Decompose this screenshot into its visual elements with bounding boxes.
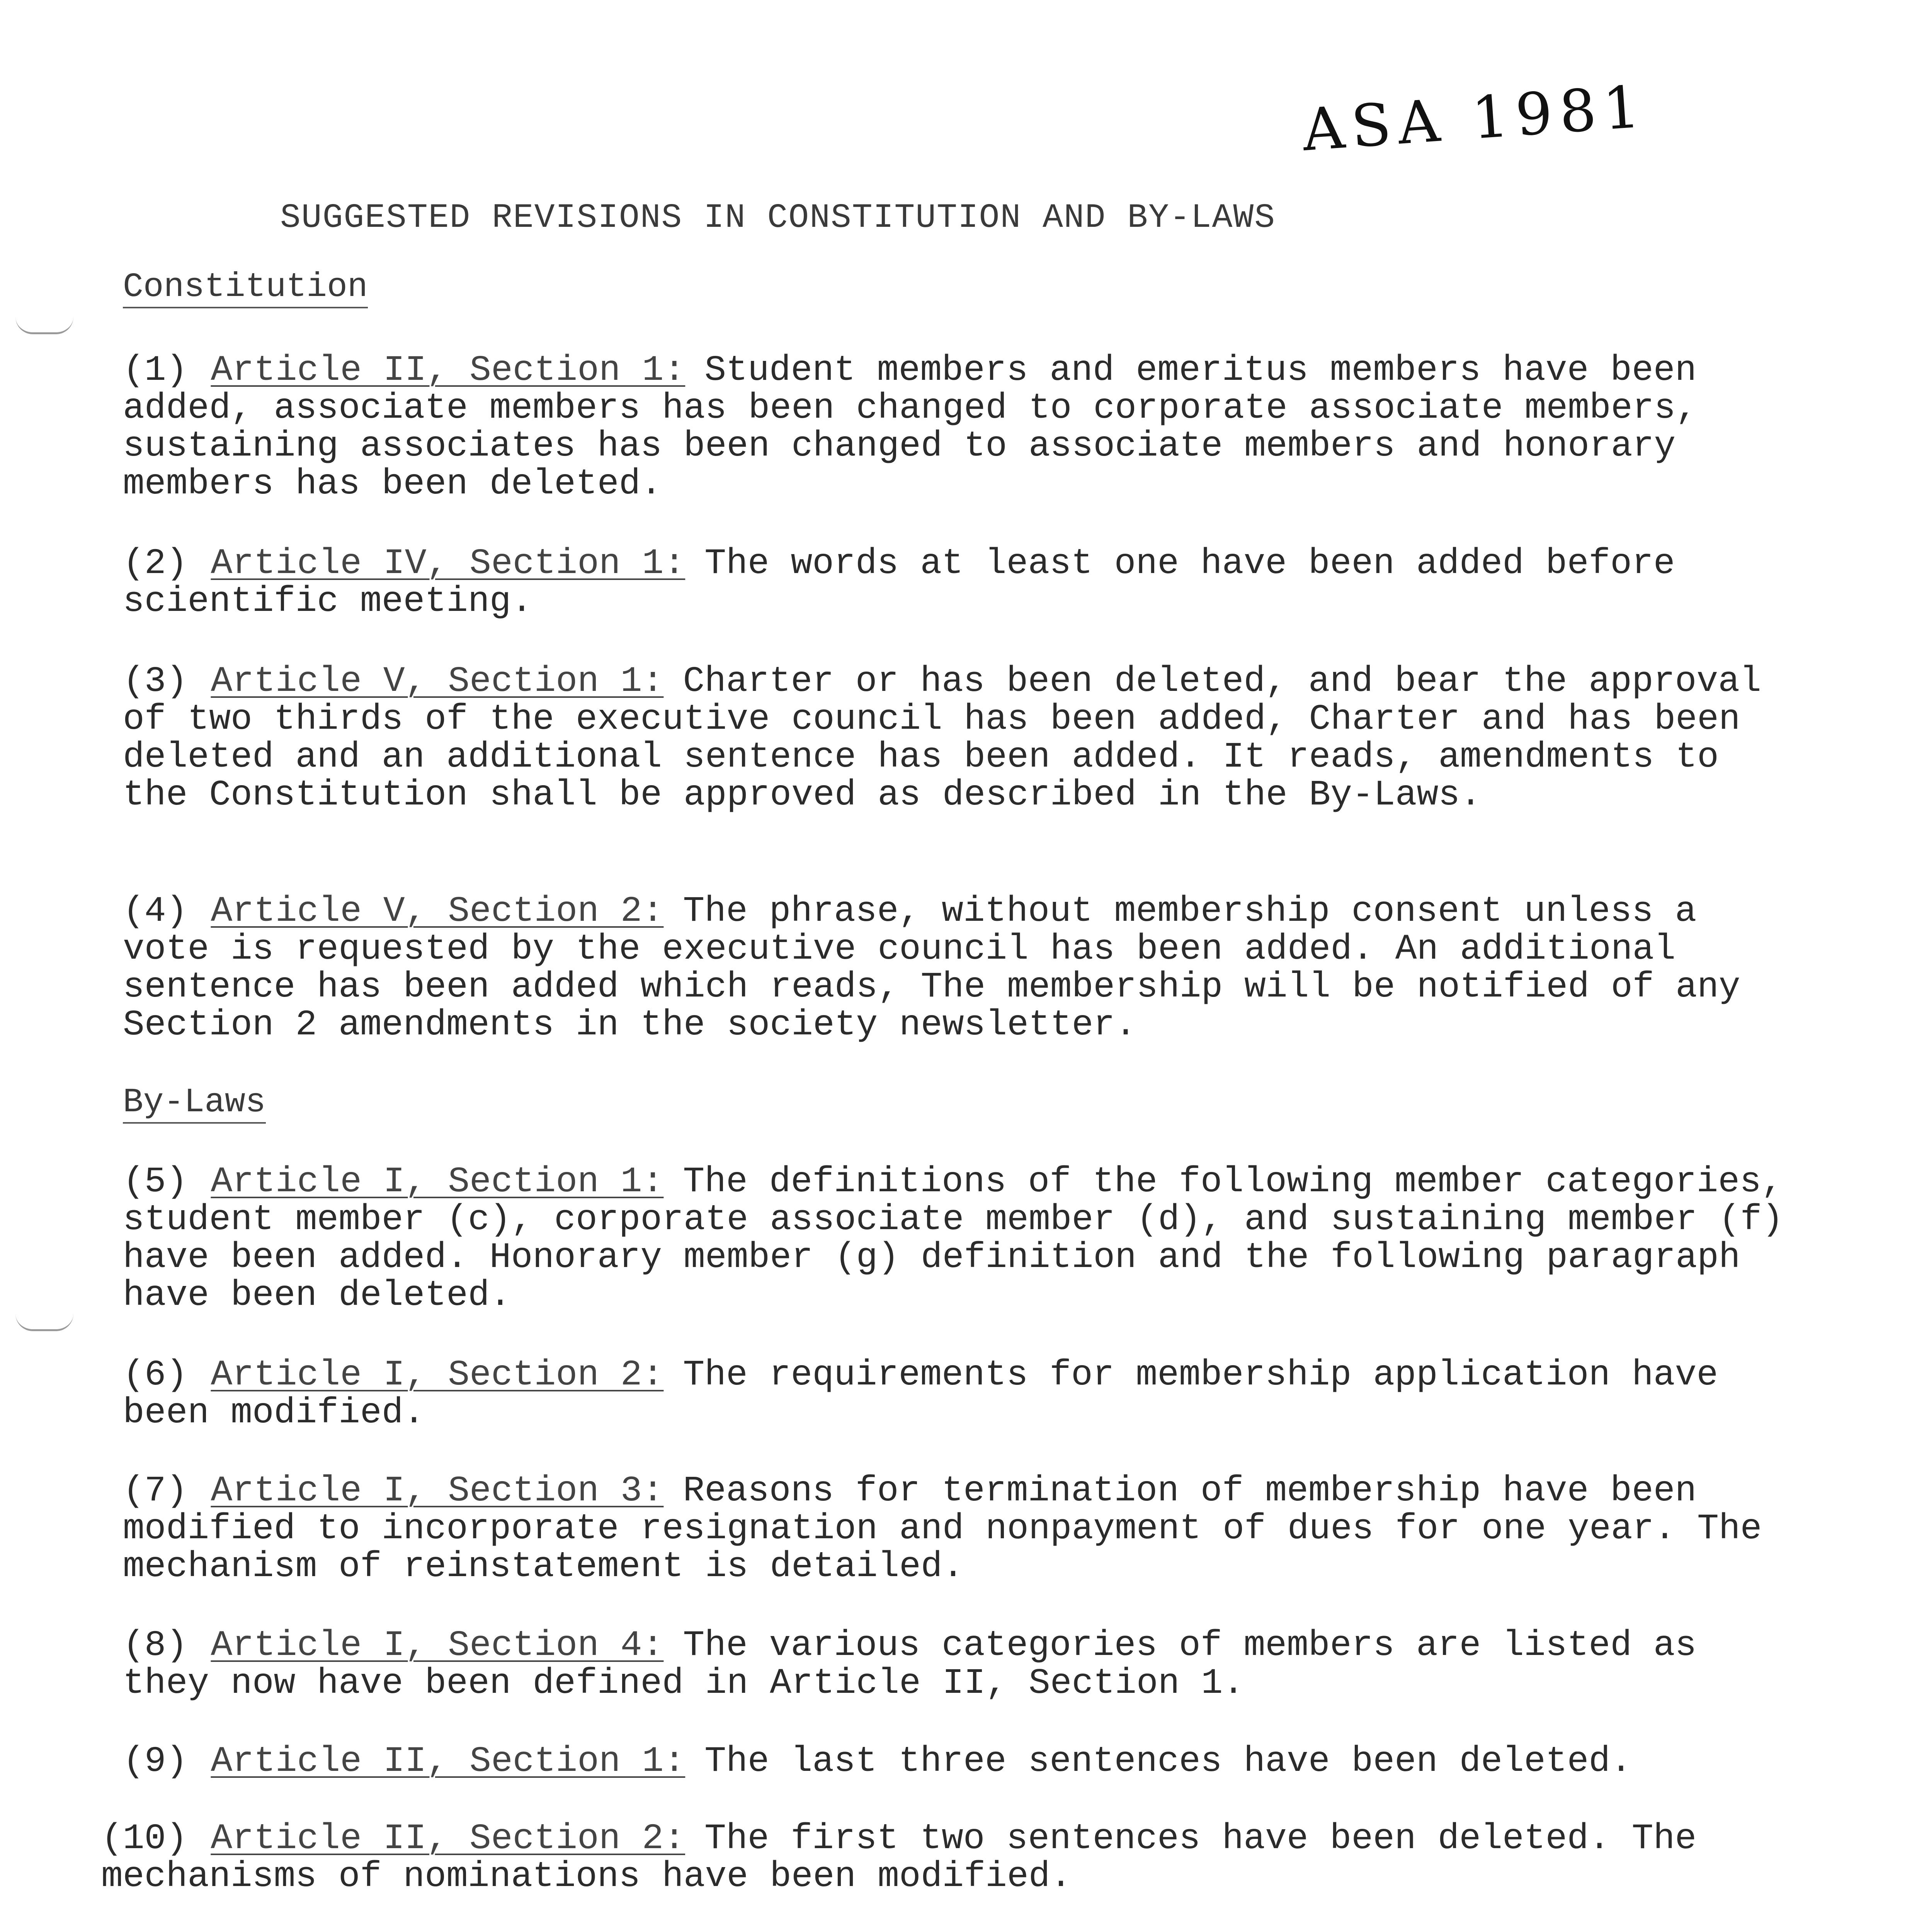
list-item xyxy=(123,1356,1784,1432)
section-heading-bylaws: By-Laws xyxy=(123,1086,266,1124)
item-text: The words at least one have been added before scientific meeting. xyxy=(123,543,1675,622)
item-number: (7) xyxy=(123,1471,188,1511)
item-text: The phrase, without membership consent unless a vote is requested by the executive council has been added. An additional sentence has been added which reads, The membership will be notified of any Section 2 amendments in the society newsletter. xyxy=(123,891,1740,1045)
item-reference: Article II, Section 1: xyxy=(211,350,685,391)
handwritten-annotation: ASA 1981 xyxy=(1300,73,1649,164)
item-number: (8) xyxy=(123,1625,188,1666)
list-item xyxy=(123,1472,1784,1586)
list-item xyxy=(123,352,1784,503)
item-reference: Article IV, Section 1: xyxy=(211,543,685,584)
list-item xyxy=(123,663,1784,814)
item-text: Charter or has been deleted, and bear the approval of two thirds of the executive council has been added, Charter and has been deleted and an additional sentence has been added. It reads, amendments to the Constitution shall be approved as described in the By-Laws. xyxy=(123,661,1761,815)
item-reference: Article V, Section 1: xyxy=(211,661,664,702)
item-reference: Article II, Section 2: xyxy=(211,1818,685,1859)
item-number: (1) xyxy=(123,350,188,391)
page-title: SUGGESTED REVISIONS IN CONSTITUTION AND BY-LAWS xyxy=(280,199,1276,237)
punch-hole-mark xyxy=(15,317,73,334)
item-number: (6) xyxy=(123,1355,188,1395)
item-reference: Article I, Section 2: xyxy=(211,1355,664,1395)
item-text: The requirements for membership application have been modified. xyxy=(123,1355,1718,1433)
item-number: (2) xyxy=(123,543,188,584)
list-item xyxy=(123,1743,1784,1781)
item-reference: Article II, Section 1: xyxy=(211,1741,685,1782)
item-number: (10) xyxy=(101,1818,188,1859)
list-item xyxy=(123,1163,1784,1315)
item-number: (9) xyxy=(123,1741,188,1782)
item-text: The various categories of members are listed as they now have been defined in Article II, Section 1. xyxy=(123,1625,1697,1704)
list-item xyxy=(123,893,1784,1044)
item-number: (5) xyxy=(123,1162,188,1202)
punch-hole-mark xyxy=(15,1314,73,1331)
item-reference: Article I, Section 4: xyxy=(211,1625,664,1666)
item-reference: Article V, Section 2: xyxy=(211,891,664,932)
item-text: Student members and emeritus members have been added, associate members has been changed to corporate associate members, sustaining associates has been changed to associate members and honorary members has been deleted. xyxy=(123,350,1698,504)
list-item xyxy=(123,545,1784,621)
item-text: Reasons for termination of membership have been modified to incorporate resignation and nonpayment of dues for one year. The mechanism of reinstatement is detailed. xyxy=(123,1471,1762,1587)
item-reference: Article I, Section 1: xyxy=(211,1162,664,1202)
item-text: The first two sentences have been deleted. The mechanisms of nominations have been modified. xyxy=(101,1818,1697,1897)
item-number: (3) xyxy=(123,661,188,702)
list-item xyxy=(123,1627,1784,1702)
item-reference: Article I, Section 3: xyxy=(211,1471,664,1511)
section-heading-constitution: Constitution xyxy=(123,270,368,308)
item-number: (4) xyxy=(123,891,188,932)
list-item xyxy=(101,1820,1763,1896)
item-text: The definitions of the following member categories, student member (c), corporate associate member (d), and sustaining member (f) have been added. Honorary member (g) definition and the following paragraph have been deleted. xyxy=(123,1162,1784,1316)
item-text: The last three sentences have been deleted. xyxy=(704,1741,1632,1782)
